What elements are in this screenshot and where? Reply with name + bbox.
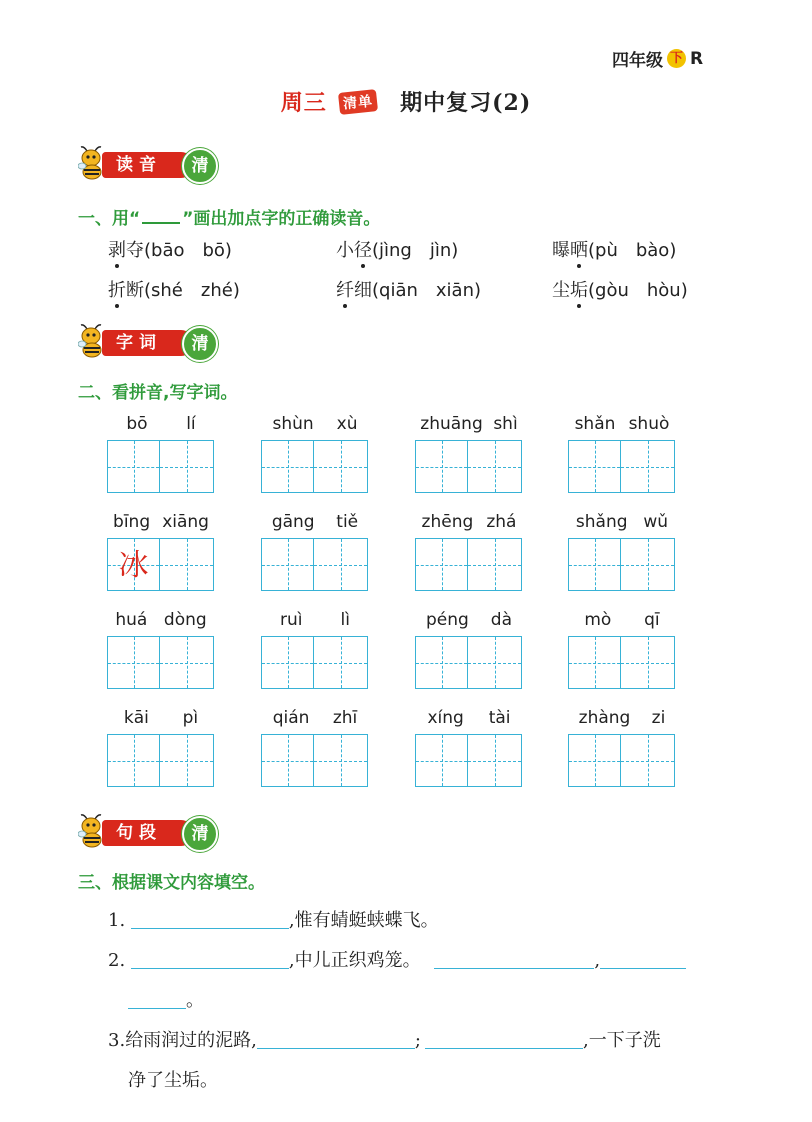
writing-box[interactable] xyxy=(568,440,621,493)
grade-label xyxy=(612,46,703,71)
q1-head-after: ”画出加点字的正确读音。 xyxy=(182,209,381,229)
writing-boxes xyxy=(261,538,369,591)
pinyin-cell xyxy=(568,414,676,493)
pinyin-syllable: tài xyxy=(488,708,511,728)
writing-box[interactable] xyxy=(415,734,468,787)
pinyin-cell xyxy=(568,610,676,689)
pinyin-syllable: qī xyxy=(644,610,660,630)
pinyin-syllable: kāi xyxy=(123,708,149,728)
fill-line-1 xyxy=(108,906,439,932)
written-character xyxy=(621,735,674,786)
reading-item-pre: 尘 xyxy=(552,280,570,301)
grade-suffix: R xyxy=(690,48,704,69)
written-character xyxy=(108,735,159,786)
pinyin-syllable: gāng xyxy=(271,512,315,532)
writing-box[interactable] xyxy=(568,538,621,591)
section-banner-words xyxy=(78,322,228,362)
written-character xyxy=(468,441,521,492)
written-character xyxy=(416,637,467,688)
section-title-sentences: 句段 xyxy=(102,820,194,846)
writing-box[interactable] xyxy=(314,538,368,591)
pinyin-syllable: bō xyxy=(126,414,148,434)
pinyin-syllable: shùn xyxy=(272,414,314,434)
pinyin-syllable: zhuāng xyxy=(420,414,483,434)
pinyin-cell xyxy=(261,610,369,689)
reading-item-dotted-char: 垢 xyxy=(570,280,588,301)
line-text: ,惟有蜻蜓蛱蝶飞。 xyxy=(288,910,439,931)
pinyin-row xyxy=(107,414,215,440)
reading-item xyxy=(552,236,676,262)
reading-item-dotted-char: 纤 xyxy=(336,280,354,301)
pinyin-cell xyxy=(107,610,215,689)
reading-item-post[interactable]: 断(shé zhé) xyxy=(126,280,240,301)
question-1-heading xyxy=(78,204,380,229)
written-character xyxy=(416,735,467,786)
reading-item-dotted-char: 晒 xyxy=(570,240,588,261)
pinyin-row xyxy=(107,708,215,734)
writing-box[interactable] xyxy=(314,440,368,493)
written-character xyxy=(314,441,367,492)
answer-blank[interactable] xyxy=(600,950,686,969)
pinyin-syllable: bīng xyxy=(113,512,151,532)
writing-boxes xyxy=(261,636,369,689)
written-character xyxy=(262,539,313,590)
pinyin-syllable: pì xyxy=(182,708,199,728)
written-character xyxy=(160,441,213,492)
fill-line-3 xyxy=(108,1026,661,1052)
pinyin-row xyxy=(568,512,676,538)
writing-box[interactable] xyxy=(568,636,621,689)
writing-box[interactable] xyxy=(261,538,314,591)
pinyin-row xyxy=(107,512,215,538)
section-badge-reading: 清 xyxy=(182,148,218,184)
pinyin-row xyxy=(568,414,676,440)
written-character xyxy=(314,735,367,786)
answer-blank[interactable] xyxy=(434,950,594,969)
writing-boxes xyxy=(568,440,676,493)
reading-item-dotted-char: 径 xyxy=(354,240,372,261)
written-character xyxy=(621,539,674,590)
section-banner-reading xyxy=(78,144,228,184)
reading-item xyxy=(552,276,688,302)
pinyin-row xyxy=(415,610,523,636)
writing-boxes xyxy=(415,734,523,787)
written-character xyxy=(108,441,159,492)
pinyin-syllable: zhēng xyxy=(421,512,474,532)
writing-box[interactable] xyxy=(160,538,214,591)
pinyin-cell xyxy=(415,708,523,787)
written-character xyxy=(262,735,313,786)
written-character xyxy=(108,637,159,688)
pinyin-syllable: xiāng xyxy=(162,512,209,532)
written-character xyxy=(160,735,213,786)
pinyin-syllable: dà xyxy=(490,610,512,630)
writing-boxes xyxy=(415,440,523,493)
writing-boxes xyxy=(107,636,215,689)
pinyin-syllable: shǎn xyxy=(574,414,616,434)
writing-box[interactable] xyxy=(160,734,214,787)
written-character xyxy=(262,637,313,688)
pinyin-syllable: zhàng xyxy=(578,708,631,728)
pinyin-syllable: shuò xyxy=(628,414,670,434)
reading-item xyxy=(108,276,240,302)
pinyin-cell xyxy=(261,708,369,787)
writing-box[interactable] xyxy=(415,636,468,689)
reading-item xyxy=(336,236,458,262)
writing-box[interactable] xyxy=(621,636,675,689)
writing-boxes xyxy=(415,538,523,591)
writing-boxes xyxy=(568,734,676,787)
pinyin-row xyxy=(261,610,369,636)
writing-box[interactable] xyxy=(621,734,675,787)
answer-blank[interactable] xyxy=(257,1030,415,1049)
question-2-heading: 二、看拼音,写字词。 xyxy=(78,383,238,403)
pinyin-cell xyxy=(107,708,215,787)
section-badge-sentences: 清 xyxy=(182,816,218,852)
writing-box[interactable] xyxy=(314,636,368,689)
written-character xyxy=(569,441,620,492)
writing-box[interactable] xyxy=(314,734,368,787)
writing-boxes xyxy=(107,538,215,591)
reading-item-pre: 曝 xyxy=(552,240,570,261)
pinyin-syllable: wǔ xyxy=(643,512,669,532)
writing-box[interactable] xyxy=(568,734,621,787)
writing-box[interactable] xyxy=(107,538,160,591)
written-character xyxy=(416,539,467,590)
reading-item-dotted-char: 剥 xyxy=(108,240,126,261)
section-badge-words: 清 xyxy=(182,326,218,362)
writing-boxes xyxy=(261,440,369,493)
pinyin-syllable: ruì xyxy=(280,610,303,630)
question-3-heading: 三、根据课文内容填空。 xyxy=(78,873,265,893)
title-badge: 清单 xyxy=(338,89,378,115)
grade-term-badge: 下 xyxy=(667,49,686,68)
writing-boxes xyxy=(107,734,215,787)
pinyin-row xyxy=(415,512,523,538)
answer-blank[interactable] xyxy=(131,950,289,969)
written-character xyxy=(160,637,213,688)
written-character xyxy=(569,637,620,688)
pinyin-syllable: lì xyxy=(340,610,350,630)
pinyin-syllable: tiě xyxy=(336,512,359,532)
pinyin-cell xyxy=(568,708,676,787)
written-character xyxy=(468,539,521,590)
writing-box[interactable] xyxy=(621,538,675,591)
writing-box[interactable] xyxy=(261,440,314,493)
line-comma: , xyxy=(594,950,601,971)
reading-item-dotted-char: 折 xyxy=(108,280,126,301)
written-character xyxy=(468,637,521,688)
written-character xyxy=(416,441,467,492)
answer-blank[interactable] xyxy=(128,990,186,1009)
line-number: 1. xyxy=(108,910,126,931)
writing-box[interactable] xyxy=(261,636,314,689)
section-title-reading: 读音 xyxy=(102,152,194,178)
pinyin-cell xyxy=(261,414,369,493)
writing-box[interactable] xyxy=(160,440,214,493)
writing-box[interactable] xyxy=(261,734,314,787)
written-character xyxy=(262,441,313,492)
writing-box[interactable] xyxy=(160,636,214,689)
pinyin-row xyxy=(415,708,523,734)
pinyin-row xyxy=(568,610,676,636)
writing-box[interactable] xyxy=(468,734,522,787)
pinyin-row xyxy=(568,708,676,734)
pinyin-syllable: qián xyxy=(272,708,310,728)
answer-blank[interactable] xyxy=(131,910,289,929)
reading-item xyxy=(108,236,232,262)
fill-line-2-cont xyxy=(128,986,204,1012)
pinyin-syllable: dòng xyxy=(163,610,207,630)
written-character xyxy=(569,539,620,590)
page-title xyxy=(0,86,812,117)
reading-item-post[interactable]: 细(qiān xiān) xyxy=(354,280,482,301)
pinyin-row xyxy=(415,414,523,440)
line-number: 3. xyxy=(108,1030,126,1051)
pinyin-cell xyxy=(107,414,215,493)
written-character xyxy=(314,539,367,590)
pinyin-syllable: mò xyxy=(584,610,612,630)
written-character: 冰 xyxy=(118,548,149,583)
pinyin-cell xyxy=(415,610,523,689)
reading-item-post[interactable]: 夺(bāo bō) xyxy=(126,240,232,261)
title-main: 期中复习(2) xyxy=(400,90,532,116)
reading-item-post[interactable]: (jìng jìn) xyxy=(372,240,459,261)
writing-boxes xyxy=(568,538,676,591)
writing-box[interactable] xyxy=(107,734,160,787)
pinyin-syllable: xíng xyxy=(427,708,464,728)
writing-box[interactable] xyxy=(107,440,160,493)
pinyin-cell xyxy=(107,512,215,591)
reading-item-pre: 小 xyxy=(336,240,354,261)
q1-head-before: 一、用“ xyxy=(78,209,141,229)
line-number: 2. xyxy=(108,950,126,971)
pinyin-row xyxy=(261,708,369,734)
written-character xyxy=(621,441,674,492)
underline-sample xyxy=(142,222,180,224)
line-text: ,中儿正织鸡笼。 xyxy=(288,950,421,971)
written-character xyxy=(569,735,620,786)
line-semicolon: ; xyxy=(414,1030,421,1051)
pinyin-cell xyxy=(415,512,523,591)
pinyin-syllable: shǎng xyxy=(575,512,628,532)
fill-line-3-cont: 净了尘垢。 xyxy=(128,1070,218,1091)
pinyin-syllable: zhá xyxy=(486,512,517,532)
writing-boxes xyxy=(107,440,215,493)
writing-box[interactable] xyxy=(468,440,522,493)
line-text: 给雨润过的泥路, xyxy=(125,1030,257,1051)
answer-blank[interactable] xyxy=(425,1030,583,1049)
line-end: 。 xyxy=(186,990,204,1011)
written-character xyxy=(468,735,521,786)
pinyin-syllable: shì xyxy=(493,414,518,434)
section-banner-sentences xyxy=(78,812,228,852)
writing-box[interactable] xyxy=(621,440,675,493)
pinyin-syllable: péng xyxy=(425,610,469,630)
pinyin-cell xyxy=(568,512,676,591)
pinyin-syllable: huá xyxy=(115,610,148,630)
writing-boxes xyxy=(261,734,369,787)
pinyin-row xyxy=(261,414,369,440)
writing-boxes xyxy=(415,636,523,689)
reading-item xyxy=(336,276,481,302)
writing-box[interactable] xyxy=(107,636,160,689)
writing-box[interactable] xyxy=(468,636,522,689)
line-tail: ,一下子洗 xyxy=(583,1030,661,1051)
pinyin-syllable: zhī xyxy=(332,708,358,728)
reading-item-post[interactable]: (gòu hòu) xyxy=(588,280,688,301)
fill-line-2 xyxy=(108,946,686,972)
pinyin-row xyxy=(107,610,215,636)
pinyin-cell xyxy=(261,512,369,591)
reading-item-post[interactable]: (pù bào) xyxy=(588,240,677,261)
writing-box[interactable] xyxy=(415,538,468,591)
writing-boxes xyxy=(568,636,676,689)
writing-box[interactable] xyxy=(468,538,522,591)
written-character xyxy=(160,539,213,590)
written-character xyxy=(621,637,674,688)
title-day: 周三 xyxy=(280,91,327,116)
section-title-words: 字词 xyxy=(102,330,194,356)
pinyin-syllable: lí xyxy=(186,414,196,434)
writing-box[interactable] xyxy=(415,440,468,493)
pinyin-row xyxy=(261,512,369,538)
pinyin-cell xyxy=(415,414,523,493)
pinyin-syllable: zi xyxy=(651,708,666,728)
written-character xyxy=(314,637,367,688)
pinyin-syllable: xù xyxy=(336,414,358,434)
grade-prefix: 四年级 xyxy=(612,51,663,71)
